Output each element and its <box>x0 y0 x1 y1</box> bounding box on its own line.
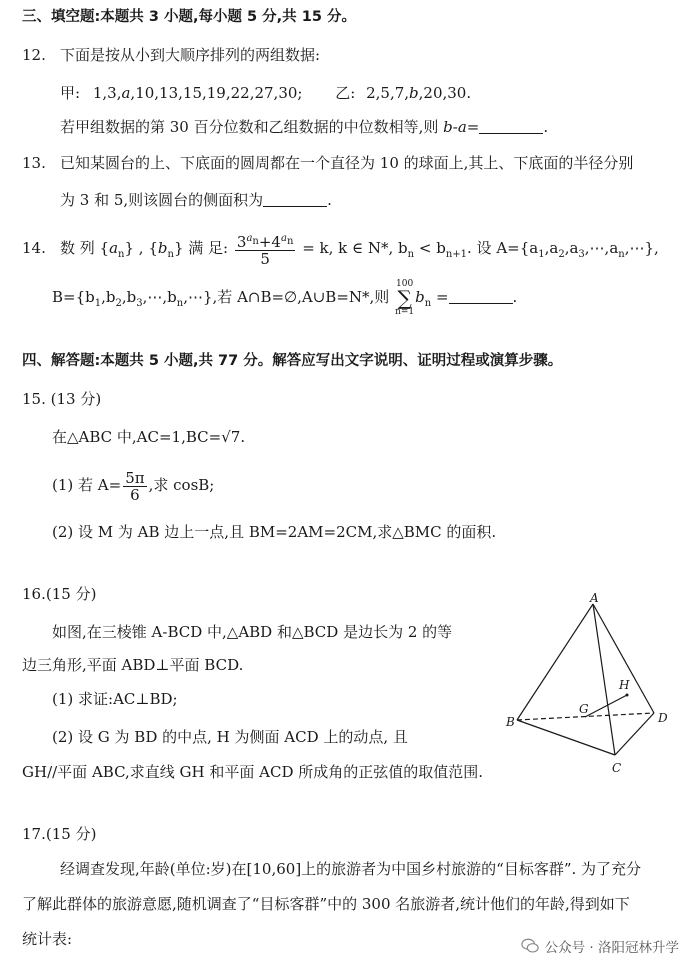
q15-number: 15. <box>22 390 46 408</box>
q17-header <box>22 824 96 844</box>
q14-p3: } 满 足: <box>173 239 229 257</box>
q16-stem1: 如图,在三棱锥 A-BCD 中,△ABD 和△BCD 是边长为 2 的等 <box>52 623 453 641</box>
section4-header: 四、解答题:本题共 5 小题,共 77 分。解答应写出文字说明、证明过程或演算步骤。 <box>22 353 563 369</box>
q14-frac-num: $3^{a_n}+4^{a_n}$ <box>236 233 294 251</box>
wechat-icon <box>521 937 539 955</box>
label-A: A <box>590 592 599 605</box>
q14-p7: ,a <box>544 239 559 257</box>
q17-line2: 了解此群体的旅游意愿,随机调查了“目标客群”中的 300 名旅游者,统计他们的年龄,得到如下 <box>22 895 630 913</box>
q12-yi-var: b <box>409 84 419 102</box>
q14-p1: 数 列 { <box>60 239 110 257</box>
q15-frac-den: 6 <box>130 485 140 504</box>
q13-line1 <box>22 153 633 173</box>
q12-end: . <box>543 118 549 136</box>
q13-number: 13. <box>22 154 46 172</box>
q17-line1: 经调查发现,年龄(单位:岁)在[10,60]上的旅游者为中国乡村旅游的“目标客群”. 为了充分 <box>60 860 642 878</box>
q15-part2: (2) 设 M 为 AB 边上一点,且 BM=2AM=2CM,求△BMC 的面积. <box>52 523 497 541</box>
q13-stem: 已知某圆台的上、下底面的圆周都在一个直径为 10 的球面上,其上、下底面的半径分别 <box>60 154 634 172</box>
watermark <box>521 936 679 956</box>
q15-fraction <box>123 470 146 503</box>
q14-sum-top: 100 <box>396 279 414 289</box>
q14-answer-blank[interactable] <box>449 289 513 304</box>
q15-stem: 在△ABC 中,AC=1,BC=√7. <box>52 428 246 446</box>
q14-p9: ,⋯,a <box>584 239 619 257</box>
segment-GH <box>585 695 627 717</box>
q14-frac-den: 5 <box>260 250 270 268</box>
label-D: D <box>658 711 668 725</box>
q12-stem: 下面是按从小到大顺序排列的两组数据: <box>60 46 321 64</box>
q12-jia-label: 甲: <box>60 84 81 102</box>
point-H <box>626 694 629 697</box>
q12-yi-post: ,20,30. <box>418 84 472 102</box>
watermark-text: 公众号 · 洛阳冠林升学 <box>544 940 679 956</box>
q12-line3 <box>60 117 548 137</box>
q12-yi-pre: 2,5,7, <box>366 84 410 102</box>
q14-line2: $B=\{b_1,b_2,b_3,\cdots,b_n,\cdots\}$,若 A∩B=∅,A∪B=N*,则 100 ∑ $n=1b_n$ = . <box>52 279 518 317</box>
label-B: B <box>506 715 515 729</box>
q16-number: 16. <box>22 585 46 603</box>
q12-yi-label: 乙: <box>335 84 356 102</box>
q14-line1: 14. 数 列 $\{a_n\}$ , $\{b_n\}$ 满 足: $\frac{3^{a_n}+4^{a_n}}{5}$ = k, k ∈ N*, $b_n < b_{n+1}$. 设 $A=\{a_1,a_2,a_3,\cdots,a_n,\cdots\}$, <box>22 226 659 277</box>
q13-end: . <box>327 191 332 209</box>
q17-points: (15 分) <box>45 825 97 843</box>
q14-number: 14. <box>22 239 46 257</box>
label-G: G <box>579 702 589 716</box>
q14-p6: . 设 A={a <box>467 239 539 257</box>
q14-l2a: B={b <box>52 288 95 306</box>
q14-l2d: ,⋯,b <box>142 288 177 306</box>
q12-jia-post: ,10,13,15,19,22,27,30; <box>130 84 303 102</box>
q14-p8: ,a <box>564 239 579 257</box>
q15-part1-pre: 若 A= <box>78 476 122 494</box>
q12-jia-var: a <box>121 84 131 102</box>
q15-header <box>22 389 101 409</box>
q14-p2: } , { <box>124 239 158 257</box>
q14-p5: < b <box>414 239 446 257</box>
q13-stem2: 为 3 和 5,则该圆台的侧面积为 <box>60 191 264 209</box>
label-H: H <box>619 678 630 692</box>
q13-line2 <box>60 190 332 210</box>
q16-part2-line2: GH//平面 ABC,求直线 GH 和平面 ACD 所成角的正弦值的取值范围. <box>22 763 484 781</box>
q12-jia-pre: 1,3, <box>92 84 122 102</box>
q14-l2b: ,b <box>101 288 116 306</box>
q15-points: (13 分) <box>50 390 102 408</box>
q15-part1-post: ,求 cosB; <box>148 476 215 494</box>
section3-header: 三、填空题:本题共 3 小题,每小题 5 分,共 15 分。 <box>22 9 356 25</box>
q14-l2f: = <box>431 288 449 306</box>
q16-part1: (1) 求证:AC⊥BD; <box>52 690 178 708</box>
q14-sum-term: b <box>415 288 425 306</box>
q15-part1-label: (1) <box>52 476 74 494</box>
q17-number: 17. <box>22 825 46 843</box>
q16-header <box>22 584 96 604</box>
q16-points: (15 分) <box>45 585 97 603</box>
q16-stem2: 边三角形,平面 ABD⊥平面 BCD. <box>22 656 244 674</box>
q12-answer-blank[interactable] <box>479 119 543 134</box>
q14-sum-symbol: 100 ∑ n=1 <box>395 279 415 317</box>
q14-sum-bottom: n=1 <box>395 307 415 317</box>
q12-data-line <box>60 83 471 103</box>
edge-CD <box>615 713 654 755</box>
edge-BC <box>517 720 615 755</box>
edge-AC <box>593 604 615 755</box>
q14-l2e: ,⋯},若 A∩B=∅,A∪B=N*,则 <box>183 288 390 306</box>
q14-p4: = k, k ∈ N*, b <box>302 239 408 257</box>
q12-line1 <box>22 45 320 65</box>
q15-frac-num: 5π <box>125 468 145 487</box>
q15-part1 <box>52 467 214 503</box>
q12-number: 12. <box>22 46 46 64</box>
q14-fraction <box>235 231 296 267</box>
q14-l2c: ,b <box>121 288 137 306</box>
q14-p10: ,⋯}, <box>624 239 659 257</box>
q13-answer-blank[interactable] <box>263 192 327 207</box>
pyramid-figure <box>505 592 675 782</box>
q17-line3: 统计表: <box>22 930 73 948</box>
q16-part2-line1: (2) 设 G 为 BD 的中点, H 为侧面 ACD 上的动点, 且 <box>52 728 408 746</box>
q14-end: . <box>512 288 518 306</box>
q12-expr: b-a= <box>443 118 480 136</box>
q12-condition: 若甲组数据的第 30 百分位数和乙组数据的中位数相等,则 <box>60 118 444 136</box>
label-C: C <box>612 761 622 775</box>
